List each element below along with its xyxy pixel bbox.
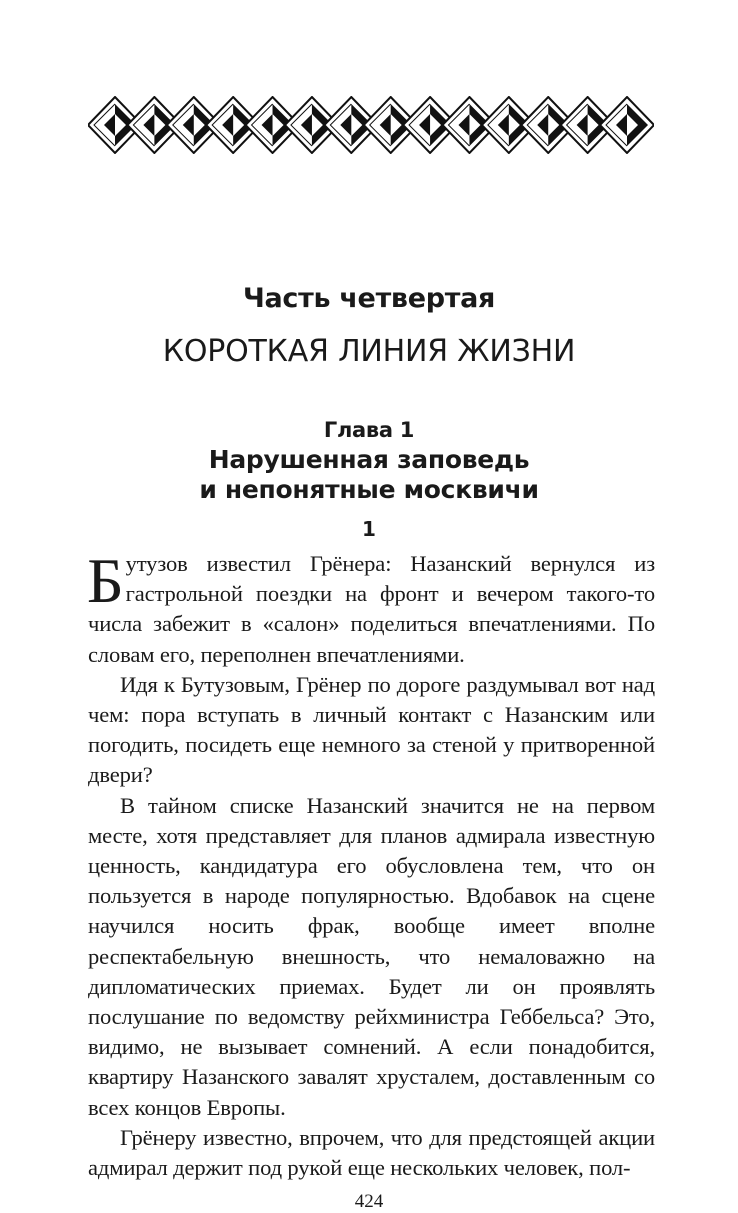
drop-cap: Б <box>87 545 124 616</box>
ornament-diamond <box>600 97 654 153</box>
paragraph-text: утузов известил Грёнера: Назанский вернулся из гастрольной поездки на фронт и вечером такого-то числа забежит в «салон» поделиться впечатлениями. По словам его, переполнен впечатлениями. <box>88 551 655 667</box>
body-text <box>87 545 655 1183</box>
chapter-title-line-2: и непонятные москвичи <box>199 475 539 504</box>
chapter-title-line-1: Нарушенная заповедь <box>208 445 530 474</box>
diamond-border-ornament <box>88 96 654 154</box>
paragraph: Идя к Бутузовым, Грёнер по дороге раздумывал вот над чем: пора вступать в личный контакт с Назанским или погодить, посидеть еще немного за стеной у притворенной двери? <box>88 671 655 788</box>
section-number: 1 <box>362 517 376 541</box>
paragraph <box>87 545 655 670</box>
part-label: Часть четвертая <box>242 283 496 314</box>
paragraph: Грёнеру известно, впрочем, что для предстоящей акции адмирал держит под рукой еще нескольких человек, пол- <box>88 1124 655 1181</box>
part-name: КОРОТКАЯ ЛИНИЯ ЖИЗНИ <box>162 334 576 369</box>
page-number: 424 <box>354 1191 384 1212</box>
paragraph: В тайном списке Назанский значится не на первом месте, хотя представляет для планов адмирала известную ценность, кандидатура его обусловлена тем, что он пользуется в народе популярностью. Вдобавок на сцене научился носить фрак, вообще имеет вполне респектабельную внешность, что немаловажно на дипломатических приемах. Будет ли он проявлять послушание по ведомству рейхминистра Геббельса? Это, видимо, не вызывает сомнений. А если понадобится, квартиру Назанского завалят хрусталем, доставленным со всех концов Европы. <box>88 792 655 1120</box>
chapter-label: Глава 1 <box>323 418 415 442</box>
